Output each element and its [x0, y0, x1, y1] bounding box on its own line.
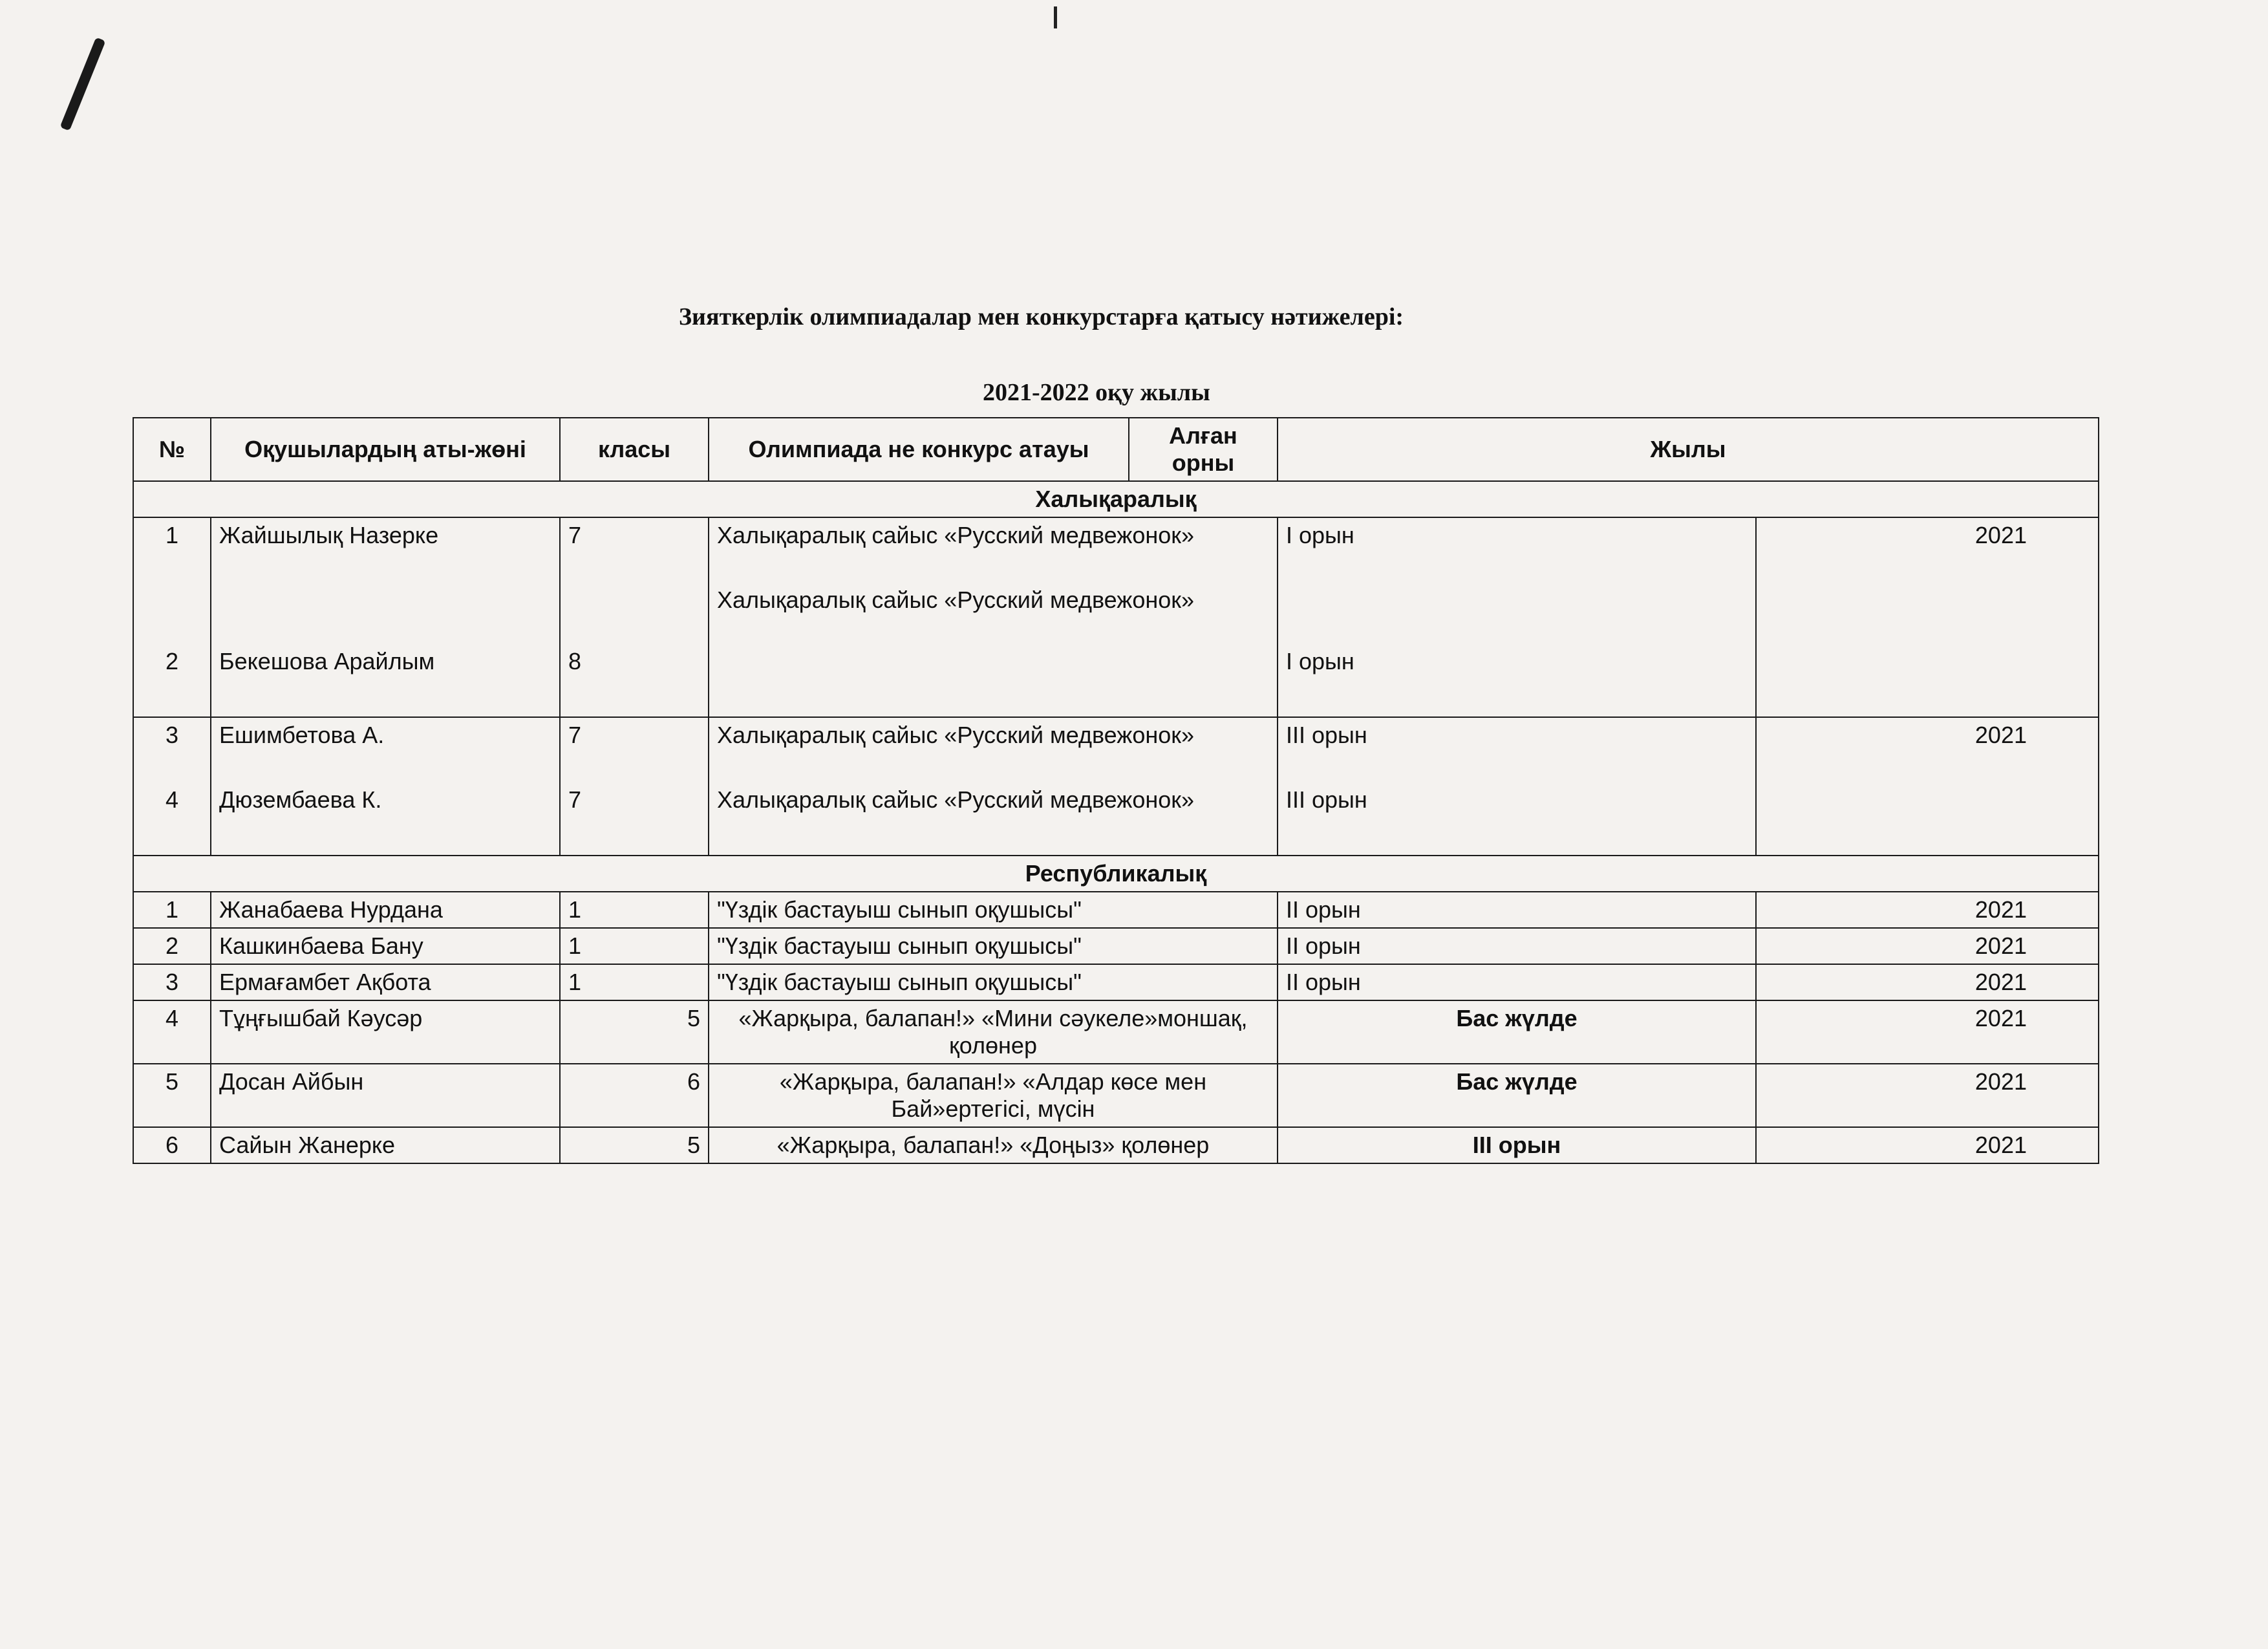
row-grade: 7 — [568, 722, 582, 748]
row-event: «Жарқыра, балапан!» «Мини сәукеле»моншақ, қолөнер — [709, 1000, 1278, 1064]
row-year: 2021 — [1756, 892, 2099, 928]
row-grade: 8 — [568, 648, 582, 674]
table-row — [133, 928, 2099, 964]
row-name: Дюзембаева К. — [219, 786, 382, 813]
row-place: II орын — [1278, 928, 1756, 964]
row-grade: 1 — [560, 892, 709, 928]
row-name: Бекешова Арайлым — [219, 648, 435, 674]
row-name: Тұңғышбай Кәусәр — [211, 1000, 560, 1064]
row-num: 4 — [165, 786, 179, 813]
table-row — [133, 517, 2099, 717]
section-row-republic — [133, 856, 2099, 892]
row-event: "Үздік бастауыш сынып оқушысы" — [709, 892, 1278, 928]
header-name: Оқушылардың аты-жөні — [211, 418, 560, 481]
row-name: Ермағамбет Ақбота — [211, 964, 560, 1000]
row-grade: 6 — [560, 1064, 709, 1127]
row-num: 3 — [165, 722, 179, 748]
row-event: Халықаралық сайыс «Русский медвежонок» — [717, 587, 1195, 613]
row-grade: 7 — [568, 786, 582, 813]
row-name: Кашкинбаева Бану — [211, 928, 560, 964]
row-event: "Үздік бастауыш сынып оқушысы" — [709, 928, 1278, 964]
table-row — [133, 1127, 2099, 1163]
row-year: 2021 — [1756, 517, 2099, 717]
row-num: 3 — [133, 964, 211, 1000]
header-place: Алған орны — [1129, 418, 1278, 481]
row-num: 2 — [165, 648, 179, 674]
row-event: Халықаралық сайыс «Русский медвежонок» — [717, 522, 1195, 548]
row-grade: 7 — [568, 522, 582, 548]
table-row — [133, 892, 2099, 928]
row-grade: 1 — [560, 964, 709, 1000]
row-grade: 5 — [560, 1127, 709, 1163]
row-year: 2021 — [1756, 1000, 2099, 1064]
row-num: 4 — [133, 1000, 211, 1064]
row-place: Бас жүлде — [1278, 1064, 1756, 1127]
header-row — [133, 418, 2099, 481]
header-event: Олимпиада не конкурс атауы — [709, 418, 1129, 481]
page-subtitle: 2021-2022 оқу жылы — [983, 379, 1210, 406]
row-event: "Үздік бастауыш сынып оқушысы" — [709, 964, 1278, 1000]
row-name: Жанабаева Нурдана — [211, 892, 560, 928]
row-place: II орын — [1278, 892, 1756, 928]
row-num: 1 — [133, 892, 211, 928]
section-row-international — [133, 481, 2099, 517]
row-grade: 5 — [560, 1000, 709, 1064]
table-row — [133, 717, 2099, 856]
header-num: № — [133, 418, 211, 481]
row-num: 6 — [133, 1127, 211, 1163]
row-place: I орын — [1286, 648, 1354, 674]
row-name: Сайын Жанерке — [211, 1127, 560, 1163]
header-grade: класы — [560, 418, 709, 481]
row-year: 2021 — [1756, 717, 2099, 856]
row-grade: 1 — [560, 928, 709, 964]
row-name: Ешимбетова А. — [219, 722, 385, 748]
row-place: I орын — [1286, 522, 1354, 548]
row-event: «Жарқыра, балапан!» «Доңыз» қолөнер — [709, 1127, 1278, 1163]
row-num: 2 — [133, 928, 211, 964]
table-row — [133, 964, 2099, 1000]
row-year: 2021 — [1756, 1127, 2099, 1163]
results-table — [133, 417, 2099, 1164]
row-name: Досан Айбын — [211, 1064, 560, 1127]
row-num: 5 — [133, 1064, 211, 1127]
row-event: Халықаралық сайыс «Русский медвежонок» — [717, 722, 1195, 748]
pen-tick — [1054, 6, 1057, 28]
section-international: Халықаралық — [133, 481, 2099, 517]
row-year: 2021 — [1756, 1064, 2099, 1127]
row-place: II орын — [1278, 964, 1756, 1000]
row-year: 2021 — [1756, 964, 2099, 1000]
pen-mark — [59, 37, 105, 131]
row-event: Халықаралық сайыс «Русский медвежонок» — [717, 786, 1195, 813]
row-year: 2021 — [1756, 928, 2099, 964]
header-year: Жылы — [1278, 418, 2099, 481]
row-place: III орын — [1278, 1127, 1756, 1163]
row-num: 1 — [165, 522, 179, 548]
row-name: Жайшылық Назерке — [219, 522, 439, 548]
page-title: Зияткерлік олимпиадалар мен конкурстарға қатысу нәтижелері: — [679, 303, 1404, 330]
row-place: III орын — [1286, 722, 1367, 748]
table-row — [133, 1000, 2099, 1064]
table-row — [133, 1064, 2099, 1127]
row-place: III орын — [1286, 786, 1367, 813]
row-place: Бас жүлде — [1278, 1000, 1756, 1064]
section-republic: Республикалық — [133, 856, 2099, 892]
row-event: «Жарқыра, балапан!» «Алдар көсе мен Бай»ертегісі, мүсін — [709, 1064, 1278, 1127]
